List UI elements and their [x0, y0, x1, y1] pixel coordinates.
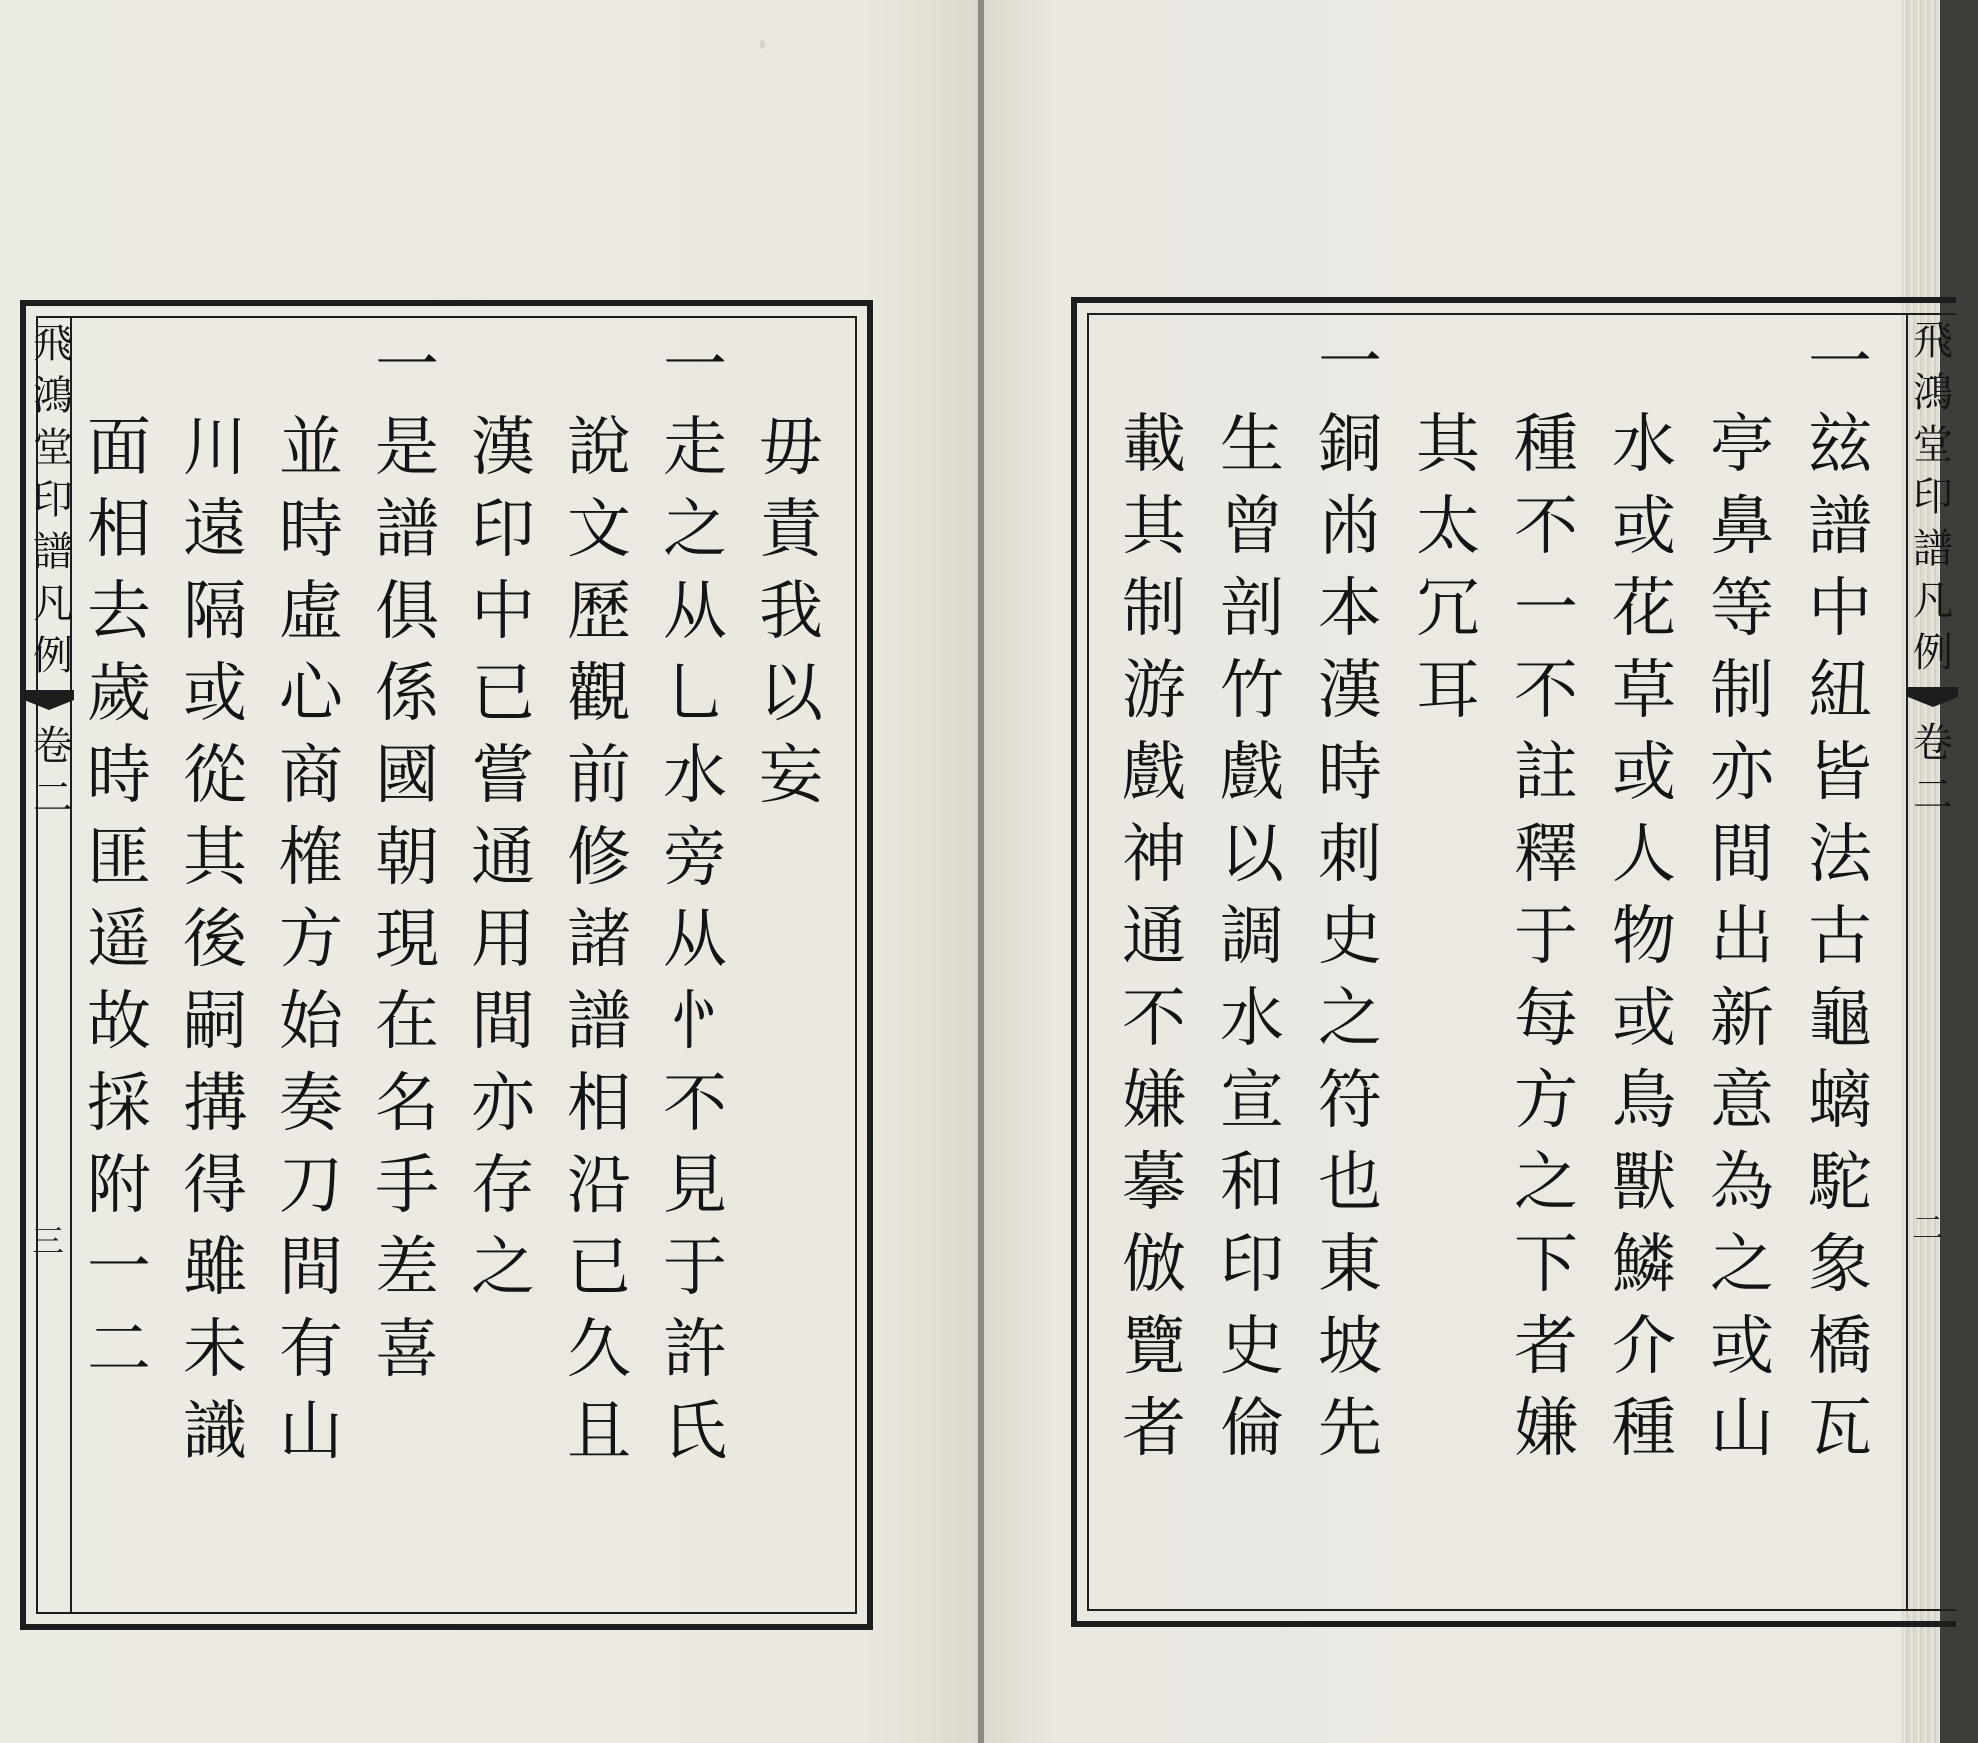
text-glyph: 嫌 [1122, 1064, 1186, 1138]
text-glyph: 喜 [375, 1313, 439, 1387]
text-glyph: 沿 [567, 1149, 631, 1223]
text-glyph: 搆 [183, 1067, 247, 1141]
margin-glyph: 例 [1913, 630, 1953, 676]
text-glyph: 一 [663, 329, 727, 403]
text-glyph: 或 [1710, 1310, 1774, 1384]
text-glyph: 川 [183, 411, 247, 485]
text-glyph: 等 [1710, 572, 1774, 646]
text-glyph: 曾 [1220, 490, 1284, 564]
text-glyph: 榷 [279, 821, 343, 895]
text-column [76, 411, 162, 1400]
text-glyph: 譜 [375, 493, 439, 567]
text-glyph: 戲 [1220, 736, 1284, 810]
text-glyph: 新 [1710, 982, 1774, 1056]
text-glyph: 歷 [567, 575, 631, 649]
left-text-frame [20, 300, 873, 1630]
margin-glyph: 凡 [1913, 578, 1953, 624]
text-glyph: 其 [1122, 490, 1186, 564]
text-glyph: 文 [567, 493, 631, 567]
text-glyph: 嫌 [1514, 1392, 1578, 1466]
text-column [460, 411, 546, 1318]
text-glyph: 通 [471, 821, 535, 895]
margin-glyph: 印 [1913, 474, 1953, 520]
text-glyph: 氏 [663, 1395, 727, 1469]
text-glyph: 摹 [1122, 1146, 1186, 1220]
text-glyph: 覽 [1122, 1310, 1186, 1384]
text-glyph: 象 [1808, 1228, 1872, 1302]
text-glyph: 其 [1416, 408, 1480, 482]
text-glyph: 故 [87, 985, 151, 1059]
text-glyph: 鼻 [1710, 490, 1774, 564]
text-glyph: 朝 [375, 821, 439, 895]
text-glyph: 不 [663, 1067, 727, 1141]
text-glyph: 間 [279, 1231, 343, 1305]
text-glyph: 載 [1122, 408, 1186, 482]
text-glyph: 中 [1808, 572, 1872, 646]
text-glyph: 坡 [1318, 1310, 1382, 1384]
text-glyph: 物 [1612, 900, 1676, 974]
text-glyph: 獸 [1612, 1146, 1676, 1220]
text-glyph: 亦 [1710, 736, 1774, 810]
text-glyph: 現 [375, 903, 439, 977]
text-glyph: 責 [759, 493, 823, 567]
margin-glyph: 譜 [33, 529, 73, 575]
text-glyph: 漢 [471, 411, 535, 485]
margin-glyph: 例 [33, 633, 73, 679]
text-glyph: 譜 [567, 985, 631, 1059]
text-glyph: 每 [1514, 982, 1578, 1056]
text-glyph: 方 [1514, 1064, 1578, 1138]
margin-glyph: 飛 [33, 321, 73, 367]
text-glyph: 之 [1514, 1146, 1578, 1220]
text-glyph: 下 [1514, 1228, 1578, 1302]
text-column [1307, 326, 1393, 1479]
text-glyph: 从 [663, 575, 727, 649]
text-glyph: 龜 [1808, 982, 1872, 1056]
text-glyph: 差 [375, 1231, 439, 1305]
text-glyph: 山 [279, 1395, 343, 1469]
text-glyph: 許 [663, 1313, 727, 1387]
text-glyph: 刺 [1318, 818, 1382, 892]
text-column [1209, 408, 1295, 1479]
text-column [364, 329, 450, 1400]
margin-glyph: 譜 [1913, 526, 1953, 572]
margin-glyph: 卷 [1913, 720, 1953, 766]
text-column [1699, 408, 1785, 1479]
text-glyph: 間 [471, 985, 535, 1059]
text-glyph: 漢 [1318, 654, 1382, 728]
text-glyph: 用 [471, 903, 535, 977]
text-glyph: 隔 [183, 575, 247, 649]
margin-glyph: 鴻 [33, 373, 73, 419]
text-glyph: 制 [1710, 654, 1774, 728]
margin-glyph: 二 [1913, 772, 1953, 818]
text-glyph: 先 [1318, 1392, 1382, 1466]
text-glyph: 于 [1514, 900, 1578, 974]
text-glyph: 旁 [663, 821, 727, 895]
text-glyph: 駝 [1808, 1146, 1872, 1220]
text-glyph: 觀 [567, 657, 631, 731]
margin-glyph: 凡 [33, 581, 73, 627]
text-glyph: 妄 [759, 739, 823, 813]
text-glyph: 法 [1808, 818, 1872, 892]
text-glyph: 俱 [375, 575, 439, 649]
text-glyph: 螭 [1808, 1064, 1872, 1138]
margin-glyph: 印 [33, 477, 73, 523]
text-column [556, 411, 642, 1482]
text-glyph: 神 [1122, 818, 1186, 892]
text-column [1601, 408, 1687, 1479]
text-glyph: 印 [471, 493, 535, 567]
text-glyph: 人 [1612, 818, 1676, 892]
text-column [172, 411, 258, 1482]
text-glyph: 印 [1220, 1228, 1284, 1302]
text-glyph: 一 [87, 1231, 151, 1305]
text-glyph: 心 [279, 657, 343, 731]
text-glyph: 以 [759, 657, 823, 731]
margin-glyph: 鴻 [1913, 370, 1953, 416]
text-glyph: 于 [663, 1231, 727, 1305]
text-glyph: 附 [87, 1149, 151, 1223]
text-column [268, 411, 354, 1482]
text-glyph: 和 [1220, 1146, 1284, 1220]
text-glyph: 識 [183, 1395, 247, 1469]
text-glyph: 時 [279, 493, 343, 567]
text-glyph: 已 [471, 657, 535, 731]
text-glyph: 游 [1122, 654, 1186, 728]
text-glyph: 得 [183, 1149, 247, 1223]
text-glyph: 其 [183, 821, 247, 895]
text-glyph: 調 [1220, 900, 1284, 974]
right-margin-title [1906, 318, 1960, 685]
text-glyph: 一 [375, 329, 439, 403]
text-glyph: 國 [375, 739, 439, 813]
text-glyph: 二 [87, 1313, 151, 1387]
text-glyph: 說 [567, 411, 631, 485]
text-glyph: 始 [279, 985, 343, 1059]
text-glyph: 去 [87, 575, 151, 649]
text-glyph: 採 [87, 1067, 151, 1141]
left-margin-title [26, 321, 80, 688]
text-glyph: 花 [1612, 572, 1676, 646]
text-glyph: 銅 [1318, 408, 1382, 482]
text-glyph: 方 [279, 903, 343, 977]
text-column [1797, 326, 1883, 1479]
text-glyph: 山 [1710, 1392, 1774, 1466]
text-glyph: 不 [1514, 490, 1578, 564]
text-glyph: 之 [1710, 1228, 1774, 1302]
text-glyph: 遥 [87, 903, 151, 977]
text-glyph: 本 [1318, 572, 1382, 646]
left-margin-volume [26, 723, 80, 830]
text-glyph: 手 [375, 1149, 439, 1223]
text-glyph: 並 [279, 411, 343, 485]
text-glyph: 後 [183, 903, 247, 977]
text-glyph: 一 [1514, 572, 1578, 646]
text-glyph: 註 [1514, 736, 1578, 810]
text-glyph: 生 [1220, 408, 1284, 482]
text-glyph: 走 [663, 411, 727, 485]
text-glyph: 修 [567, 821, 631, 895]
text-glyph: 通 [1122, 900, 1186, 974]
text-glyph: 奏 [279, 1067, 343, 1141]
text-glyph: 中 [471, 575, 535, 649]
text-glyph: 橋 [1808, 1310, 1872, 1384]
text-glyph: 見 [663, 1149, 727, 1223]
text-glyph: 相 [87, 493, 151, 567]
text-glyph: 諸 [567, 903, 631, 977]
text-glyph: 或 [183, 657, 247, 731]
text-glyph: 戲 [1122, 736, 1186, 810]
text-glyph: 宣 [1220, 1064, 1284, 1138]
text-glyph: 歲 [87, 657, 151, 731]
text-glyph: 倣 [1122, 1228, 1186, 1302]
text-glyph: 史 [1318, 900, 1382, 974]
text-glyph: 之 [1318, 982, 1382, 1056]
text-glyph: 玆 [1808, 408, 1872, 482]
margin-glyph: 堂 [1913, 422, 1953, 468]
text-glyph: 意 [1710, 1064, 1774, 1138]
text-glyph: 嗣 [183, 985, 247, 1059]
text-glyph: 鳥 [1612, 1064, 1676, 1138]
text-glyph: 史 [1220, 1310, 1284, 1384]
text-glyph: 我 [759, 575, 823, 649]
text-glyph: 不 [1514, 654, 1578, 728]
text-glyph: 嘗 [471, 739, 535, 813]
text-glyph: 已 [567, 1231, 631, 1305]
text-glyph: 瓦 [1808, 1392, 1872, 1466]
book-gutter [978, 0, 984, 1743]
text-glyph: 面 [87, 411, 151, 485]
text-glyph: 在 [375, 985, 439, 1059]
text-glyph: 且 [567, 1395, 631, 1469]
margin-glyph: 堂 [33, 425, 73, 471]
text-glyph: 一 [1318, 326, 1382, 400]
text-glyph: 亭 [1710, 408, 1774, 482]
text-glyph: 水 [663, 739, 727, 813]
text-glyph: 剖 [1220, 572, 1284, 646]
text-glyph: 冗 [1416, 572, 1480, 646]
text-column [1111, 408, 1197, 1479]
text-column [748, 411, 834, 826]
paper-speck [760, 40, 765, 49]
text-glyph: 或 [1612, 982, 1676, 1056]
text-glyph: 商 [279, 739, 343, 813]
text-glyph: 或 [1612, 736, 1676, 810]
text-glyph: 一 [1808, 326, 1872, 400]
margin-glyph: 飛 [1913, 318, 1953, 364]
text-glyph: 㡀 [1318, 490, 1382, 564]
text-glyph: 皆 [1808, 736, 1872, 810]
text-glyph: 水 [1612, 408, 1676, 482]
right-text-frame [1071, 297, 1956, 1627]
text-glyph: 乚 [663, 657, 727, 731]
text-glyph: 介 [1612, 1310, 1676, 1384]
text-glyph: 古 [1808, 900, 1872, 974]
text-glyph: 種 [1514, 408, 1578, 482]
text-glyph: 符 [1318, 1064, 1382, 1138]
text-glyph: 竹 [1220, 654, 1284, 728]
right-folio-number: 二 [1911, 1209, 1944, 1247]
text-glyph: 間 [1710, 818, 1774, 892]
text-glyph: 从 [663, 903, 727, 977]
text-glyph: 之 [663, 493, 727, 567]
text-glyph: 太 [1416, 490, 1480, 564]
text-glyph: 虛 [279, 575, 343, 649]
text-glyph: 刀 [279, 1149, 343, 1223]
text-glyph: 耳 [1416, 654, 1480, 728]
text-glyph: 係 [375, 657, 439, 731]
text-glyph: 出 [1710, 900, 1774, 974]
text-glyph: 前 [567, 739, 631, 813]
text-glyph: 未 [183, 1313, 247, 1387]
right-fish-tail-mark [1906, 685, 1960, 725]
text-glyph: 久 [567, 1313, 631, 1387]
text-glyph: 亦 [471, 1067, 535, 1141]
right-margin-volume [1906, 720, 1960, 827]
text-glyph: 時 [87, 739, 151, 813]
text-glyph: 匪 [87, 821, 151, 895]
text-glyph: 㣺 [663, 985, 727, 1059]
text-glyph: 鱗 [1612, 1228, 1676, 1302]
text-glyph: 毋 [759, 411, 823, 485]
text-glyph: 紐 [1808, 654, 1872, 728]
text-glyph: 或 [1612, 490, 1676, 564]
left-fish-tail-mark [22, 688, 76, 728]
text-glyph: 也 [1318, 1146, 1382, 1220]
text-glyph: 釋 [1514, 818, 1578, 892]
text-glyph: 者 [1122, 1392, 1186, 1466]
text-glyph: 遠 [183, 493, 247, 567]
text-glyph: 存 [471, 1149, 535, 1223]
text-glyph: 有 [279, 1313, 343, 1387]
text-glyph: 名 [375, 1067, 439, 1141]
text-glyph: 譜 [1808, 490, 1872, 564]
text-glyph: 者 [1514, 1310, 1578, 1384]
text-glyph: 之 [471, 1231, 535, 1305]
text-glyph: 水 [1220, 982, 1284, 1056]
text-glyph: 種 [1612, 1392, 1676, 1466]
margin-glyph: 二 [33, 775, 73, 821]
text-glyph: 相 [567, 1067, 631, 1141]
text-glyph: 倫 [1220, 1392, 1284, 1466]
margin-glyph: 卷 [33, 723, 73, 769]
text-glyph: 是 [375, 411, 439, 485]
text-glyph: 東 [1318, 1228, 1382, 1302]
text-glyph: 不 [1122, 982, 1186, 1056]
text-glyph: 雖 [183, 1231, 247, 1305]
text-glyph: 草 [1612, 654, 1676, 728]
text-glyph: 以 [1220, 818, 1284, 892]
left-folio-number: 三 [32, 1222, 65, 1260]
text-glyph: 時 [1318, 736, 1382, 810]
text-glyph: 從 [183, 739, 247, 813]
text-column [652, 329, 738, 1482]
text-glyph: 制 [1122, 572, 1186, 646]
text-column [1405, 408, 1491, 741]
text-glyph: 為 [1710, 1146, 1774, 1220]
text-column [1503, 408, 1589, 1479]
